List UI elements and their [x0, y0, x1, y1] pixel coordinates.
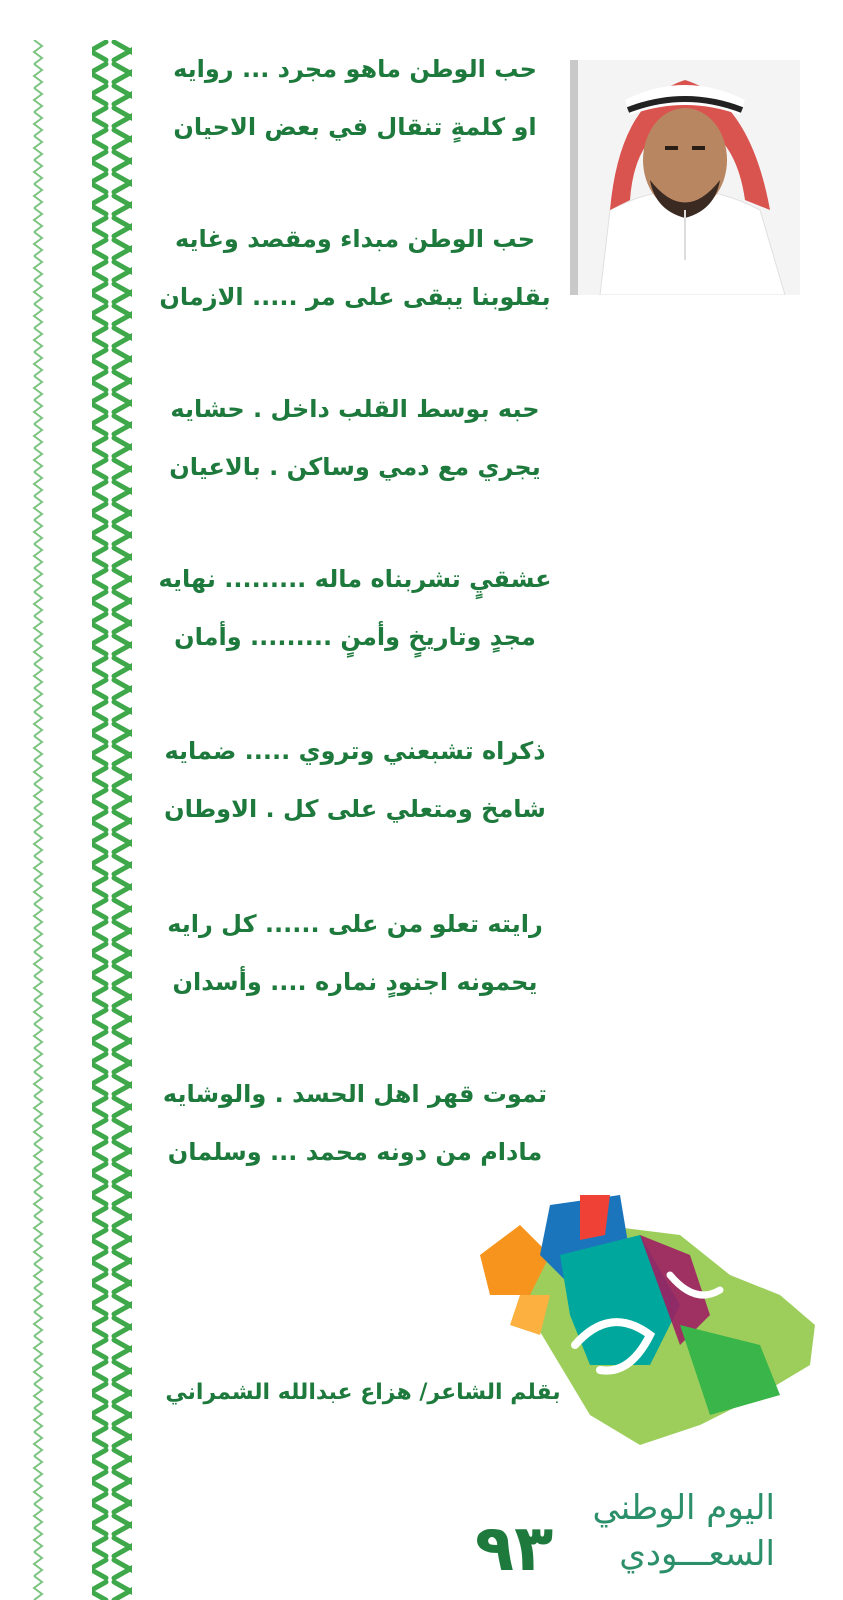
poet-portrait: [570, 60, 800, 295]
stanza-4-line-2: مجدٍ وتاريخٍ وأمنٍ ......... وأمان: [174, 623, 536, 651]
stanza-1: [140, 40, 570, 156]
stanza-1-line-1: حب الوطن ماهو مجرد ... روايه: [173, 55, 537, 83]
stanza-5: [140, 722, 570, 838]
stanza-6-line-1: رايته تعلو من على ...... كل رايه: [167, 910, 543, 938]
stanza-3-line-2: يجري مع دمي وساكن . بالاعيان: [169, 453, 541, 481]
national-day-line-1: اليوم الوطني: [592, 1488, 775, 1528]
national-day-logo: [480, 1195, 840, 1465]
stanza-2: [140, 210, 570, 326]
stanza-3-line-1: حبه بوسط القلب داخل . حشايه: [170, 395, 540, 423]
stanza-5-line-1: ذكراه تشبعني وتروي ..... ضمايه: [164, 737, 546, 765]
stanza-6-line-2: يحمونه اجنودٍ نماره .... وأسدان: [172, 968, 538, 996]
stanza-7-line-2: مادام من دونه محمد ... وسلمان: [167, 1138, 543, 1166]
decorative-border: [30, 40, 140, 1600]
stanza-4: [140, 550, 570, 666]
stanza-6: [140, 895, 570, 1011]
national-day-line-2: السعـــودي: [619, 1534, 775, 1574]
stanza-1-line-2: او كلمةٍ تنقال في بعض الاحيان: [173, 113, 537, 141]
stanza-5-line-2: شامخ ومتعلي على كل . الاوطان: [164, 795, 546, 823]
national-day-title: [470, 1480, 830, 1600]
stanza-2-line-1: حب الوطن مبداء ومقصد وغايه: [174, 225, 536, 253]
national-day-number: ٩٣: [475, 1512, 554, 1586]
stanza-3: [140, 380, 570, 496]
stanza-7: [140, 1065, 570, 1181]
stanza-2-line-2: بقلوبنا يبقى على مر ..... الازمان: [159, 283, 551, 311]
stanza-7-line-1: تموت قهر اهل الحسد . والوشايه: [162, 1080, 548, 1108]
stanza-4-line-1: عشقيٍ تشربناه ماله ......... نهايه: [158, 565, 552, 593]
poet-signature: بقلم الشاعر/ هزاع عبدالله الشمراني: [165, 1380, 561, 1405]
